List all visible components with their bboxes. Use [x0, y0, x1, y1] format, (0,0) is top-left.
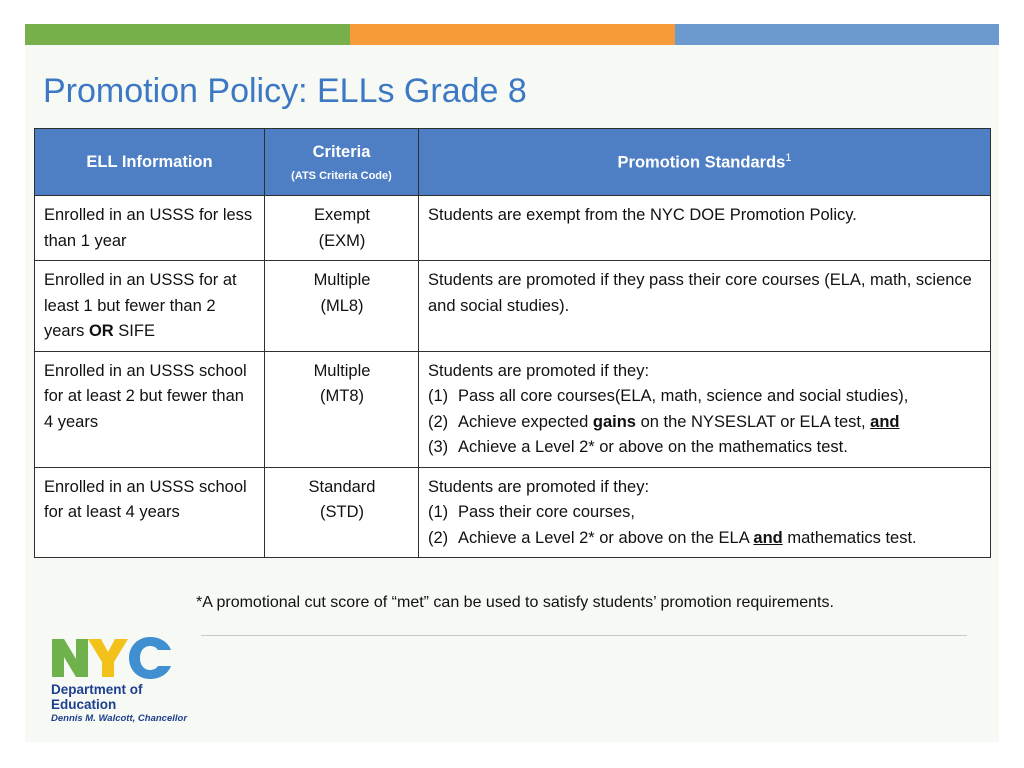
promotion-standard-cell: Students are promoted if they: (1) Pass all core courses(ELA, math, science and social studies), (2) Achieve expected gains on the NYSESLAT or ELA test, and (3) Achieve a Level 2* or above on the mathematics test. [419, 351, 991, 467]
logo-chancellor-text: Dennis M. Walcott, Chancellor [51, 713, 188, 724]
list-item: (1) Pass their core courses, [428, 503, 635, 521]
list-item: (2) Achieve expected gains on the NYSESLAT or ELA test, and [428, 412, 900, 431]
header-criteria: Criteria (ATS Criteria Code) [265, 129, 419, 196]
promotion-standard-cell: Students are promoted if they pass their core courses (ELA, math, science and social studies). [419, 261, 991, 352]
nyc-logo-icon [50, 635, 174, 681]
accent-bar-green [25, 24, 350, 45]
criteria-code: (STD) [320, 503, 364, 521]
header-promotion-standards: Promotion Standards$^1$ [419, 129, 991, 196]
list-item: (2) Achieve a Level 2* or above on the ELA and mathematics test. [428, 528, 917, 547]
requirements-list [428, 500, 982, 551]
list-item: (3) Achieve a Level 2* or above on the mathematics test. [428, 438, 848, 456]
divider [201, 635, 967, 636]
criteria-code: (MT8) [320, 387, 364, 405]
promotion-standard-cell: Students are exempt from the NYC DOE Promotion Policy. [419, 196, 991, 261]
table-row [35, 467, 991, 558]
logo-department-text: Department of Education [51, 682, 143, 712]
promotion-policy-table [34, 128, 991, 558]
criteria-cell: Multiple (MT8) [265, 351, 419, 467]
ell-information-cell: Enrolled in an USSS for less than 1 year [35, 196, 265, 261]
or-emphasis: OR [88, 322, 114, 340]
slide-title: Promotion Policy: ELLs Grade 8 [43, 72, 527, 110]
nyc-doe-logo [50, 635, 210, 740]
requirements-list [428, 384, 982, 461]
criteria-cell: Exempt (EXM) [265, 196, 419, 261]
header-ell-information: ELL Information [35, 129, 265, 196]
list-item: (1) Pass all core courses(ELA, math, science and social studies), [428, 387, 909, 405]
accent-bar-blue [675, 24, 999, 45]
table-row [35, 351, 991, 467]
footnote-marker: 1 [785, 151, 792, 164]
accent-bar-orange [350, 24, 675, 45]
criteria-cell: Multiple (ML8) [265, 261, 419, 352]
ell-information-cell: Enrolled in an USSS school for at least 2 but fewer than 4 years [35, 351, 265, 467]
criteria-code: (EXM) [318, 231, 366, 250]
slide [25, 24, 999, 742]
promotion-standard-cell: Students are promoted if they: (1) Pass their core courses, (2) Achieve a Level 2* or above on the ELA and mathematics test. [419, 467, 991, 558]
footnote: *A promotional cut score of “met” can be used to satisfy students’ promotion requirements. [196, 594, 834, 611]
accent-bar [25, 24, 999, 45]
criteria-code: (ML8) [320, 296, 364, 315]
criteria-cell: Standard (STD) [265, 467, 419, 558]
ell-information-cell: Enrolled in an USSS for at least 1 but fewer than 2 years OR SIFE [35, 261, 265, 352]
header-criteria-code: (ATS Criteria Code) [291, 169, 392, 182]
table-row [35, 261, 991, 352]
table-header-row [35, 129, 991, 196]
table-row [35, 196, 991, 261]
ell-information-cell: Enrolled in an USSS school for at least 4 years [35, 467, 265, 558]
